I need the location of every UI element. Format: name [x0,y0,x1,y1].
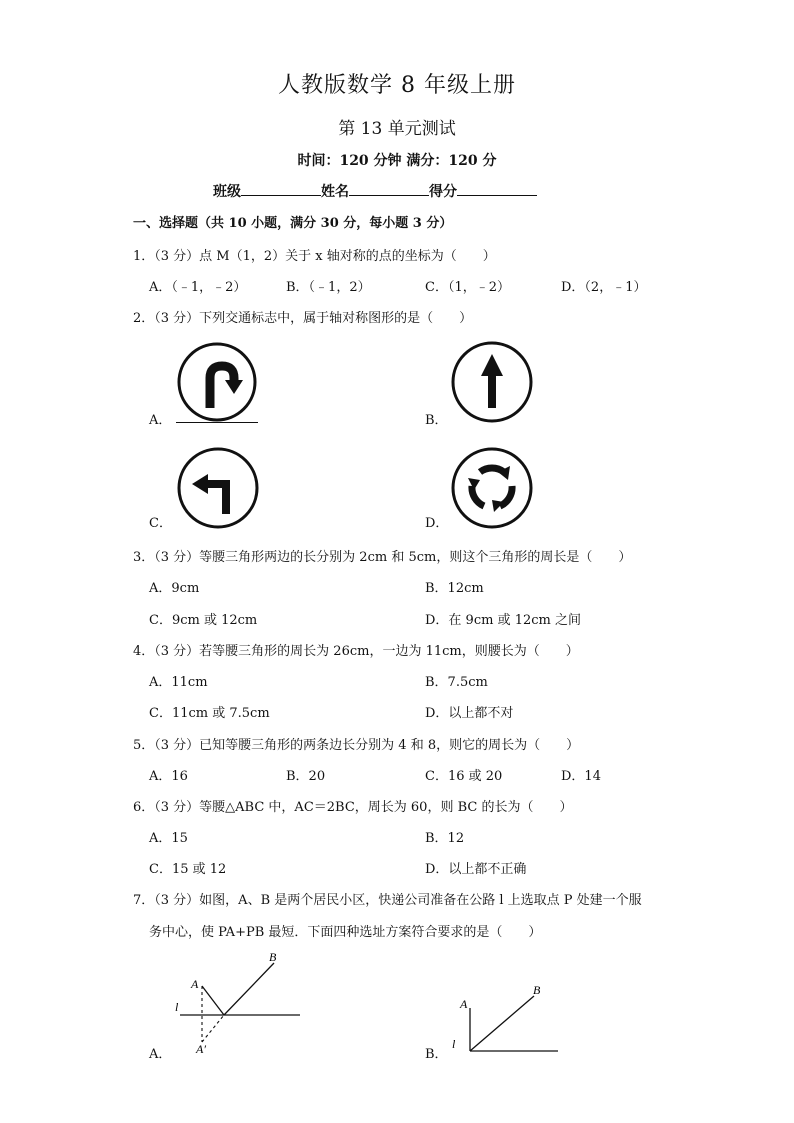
q4-option-c[interactable]: C．11cm 或 7.5cm [149,706,270,721]
q4-option-b[interactable]: B．7.5cm [425,675,488,690]
q4-option-d[interactable]: D．以上都不对 [425,706,514,721]
q2-option-a[interactable]: A． [149,413,172,428]
q3-option-a[interactable]: A．9cm [149,581,200,596]
class-blank[interactable] [241,181,321,196]
question-7-stem-cont: 务中心，使 PA+PB 最短．下面四种选址方案符合要求的是（ ） [149,925,542,940]
q6-option-c[interactable]: C．15 或 12 [149,862,227,877]
label-a-prime: A′ [196,1042,206,1056]
q1-option-d[interactable]: D．（2，﹣1） [561,280,647,295]
class-label: 班级 [213,184,241,200]
q2-option-c[interactable]: C． [149,516,172,531]
question-5-stem: 5．（3 分）已知等腰三角形的两条边长分别为 4 和 8，则它的周长为（ ） [133,738,580,753]
q1-option-b[interactable]: B．（﹣1，2） [286,280,371,295]
label-b: B [533,983,541,997]
name-label: 姓名 [321,184,349,200]
left-turn-sign-icon[interactable] [176,446,260,530]
q7-figure-a[interactable] [166,948,306,1058]
q2-option-b[interactable]: B． [425,413,448,428]
label-l: l [452,1037,456,1051]
q5-option-d[interactable]: D．14 [561,769,601,784]
label-a: A [460,997,468,1011]
score-label: 得分 [429,184,457,200]
q3-option-d[interactable]: D．在 9cm 或 12cm 之间 [425,613,581,628]
name-blank[interactable] [349,181,429,196]
question-4-stem: 4．（3 分）若等腰三角形的周长为 26cm，一边为 11cm，则腰长为（ ） [133,644,579,659]
label-a: A [191,977,199,991]
section-heading: 一、选择题（共 10 小题，满分 30 分，每小题 3 分） [133,216,453,231]
question-1-stem: 1．（3 分）点 M（1，2）关于 x 轴对称的点的坐标为（ ） [133,249,496,264]
score-blank[interactable] [457,181,537,196]
q3-option-c[interactable]: C．9cm 或 12cm [149,613,258,628]
question-2-stem: 2．（3 分）下列交通标志中，属于轴对称图形的是（ ） [133,311,473,326]
q5-option-b[interactable]: B．20 [286,769,326,784]
q7-option-a[interactable]: A． [149,1047,172,1062]
question-3-stem: 3．（3 分）等腰三角形两边的长分别为 2cm 和 5cm，则这个三角形的周长是（ ） [133,550,632,565]
q1-option-a[interactable]: A．（﹣1，﹣2） [149,280,247,295]
student-fields [213,181,537,201]
roundabout-sign-icon[interactable] [450,446,534,530]
q7-option-b[interactable]: B． [425,1047,448,1062]
q4-option-a[interactable]: A．11cm [149,675,208,690]
label-l: l [175,1000,179,1014]
q5-option-a[interactable]: A．16 [149,769,188,784]
page-subtitle: 第 13 单元测试 [338,119,456,139]
question-7-stem: 7．（3 分）如图，A、B 是两个居民小区，快递公司准备在公路 l 上选取点 P 处建一个服 [133,893,642,908]
q6-option-b[interactable]: B．12 [425,831,465,846]
u-turn-sign-icon[interactable] [176,342,260,426]
q6-option-a[interactable]: A．15 [149,831,188,846]
q5-option-c[interactable]: C．16 或 20 [425,769,503,784]
q6-option-d[interactable]: D．以上都不正确 [425,862,527,877]
q7-figure-b[interactable] [446,978,566,1058]
question-6-stem: 6．（3 分）等腰△ABC 中，AC＝2BC，周长为 60，则 BC 的长为（ ） [133,800,573,815]
q3-option-b[interactable]: B．12cm [425,581,484,596]
figure-underline [176,422,258,423]
exam-info: 时间：120 分钟 满分：120 分 [297,153,497,169]
page-title: 人教版数学 8 年级上册 [278,73,516,98]
label-b: B [269,950,277,964]
q2-option-d[interactable]: D． [425,516,449,531]
straight-ahead-sign-icon[interactable] [450,340,534,424]
q1-option-c[interactable]: C．（1，﹣2） [425,280,510,295]
